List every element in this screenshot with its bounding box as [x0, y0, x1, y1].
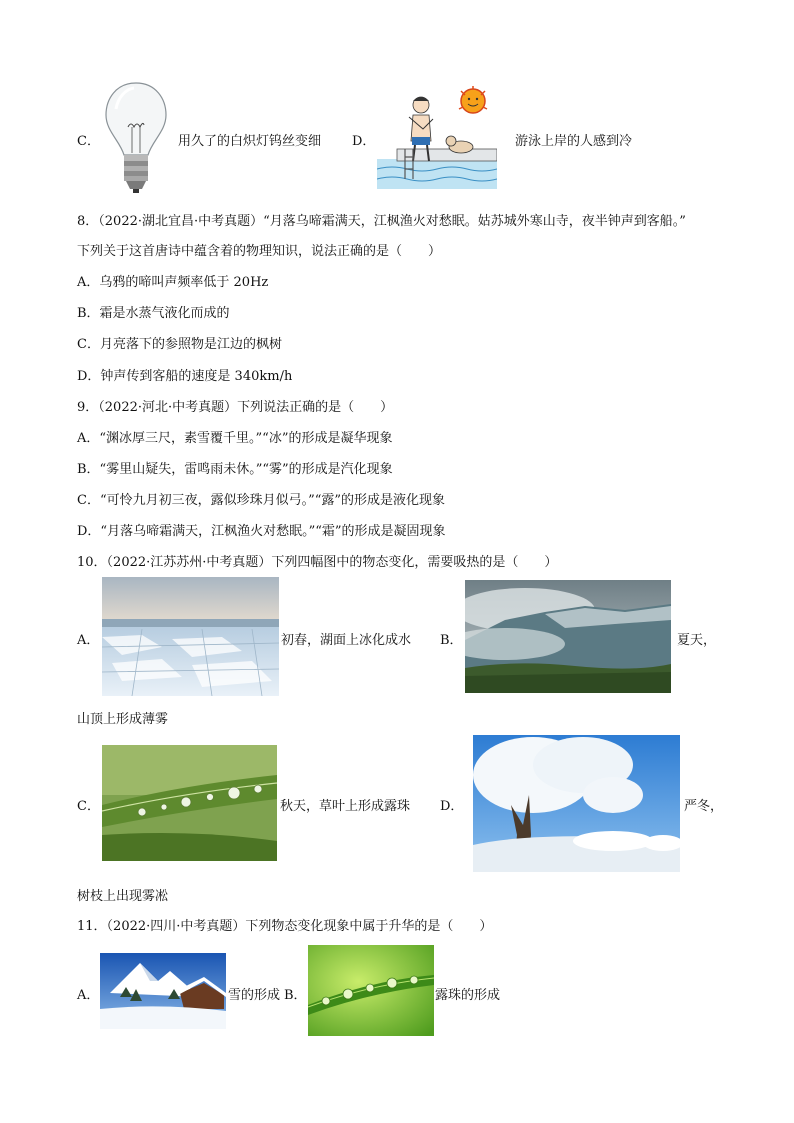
q7-option-d-letter: D． — [352, 134, 376, 149]
q10-option-d-continued: 树枝上出现雾凇 — [77, 889, 169, 904]
ice-lake-image — [102, 577, 279, 696]
q7-option-d-text: 游泳上岸的人感到冷 — [515, 134, 633, 149]
q11-stem: 11．（2022·四川·中考真题）下列物态变化现象中属于升华的是（ ） — [77, 919, 493, 934]
q7-option-c-text: 用久了的白炽灯钨丝变细 — [178, 134, 322, 149]
q10-option-b-continued: 山顶上形成薄雾 — [77, 712, 169, 727]
dew-drop-image — [308, 945, 434, 1036]
q10-stem: 10．（2022·江苏苏州·中考真题）下列四幅图中的物态变化，需要吸热的是（ ） — [77, 555, 558, 570]
q10-option-d-text: 严冬， — [684, 799, 724, 814]
q11-option-b-letter: B． — [284, 988, 307, 1003]
q11-option-a-letter: A． — [77, 988, 100, 1003]
swimmer-image — [377, 85, 497, 189]
q9-stem: 9．（2022·河北·中考真题）下列说法正确的是（ ） — [77, 400, 394, 415]
q8-stem-line2: 下列关于这首唐诗中蕴含着的物理知识，说法正确的是（ ） — [77, 244, 442, 259]
q7-option-c-letter: C． — [77, 134, 100, 149]
q10-option-a-letter: A． — [77, 633, 100, 648]
rime-tree-image — [473, 735, 680, 872]
q10-option-c-letter: C． — [77, 799, 100, 814]
light-bulb-image — [102, 79, 170, 196]
q10-option-b-letter: B． — [440, 633, 463, 648]
q10-option-c-text: 秋天，草叶上形成露珠 — [280, 799, 411, 814]
q9-option-c: C．“可怜九月初三夜，露似珍珠月似弓。”“露”的形成是液化现象 — [77, 493, 446, 508]
q8-option-a: A．乌鸦的啼叫声频率低于 20Hz — [77, 275, 269, 290]
q8-stem-line1: 8．（2022·湖北宜昌·中考真题）“月落乌啼霜满天，江枫渔火对愁眠。姑苏城外寒山寺，夜半钟声到客船。” — [77, 214, 686, 229]
q11-option-a-text: 雪的形成 — [228, 988, 281, 1003]
q8-option-c: C．月亮落下的参照物是江边的枫树 — [77, 337, 282, 352]
q10-option-a-text: 初春，湖面上冰化成水 — [281, 633, 412, 648]
q9-option-b: B．“雾里山疑失，雷鸣雨未休。”“雾”的形成是汽化现象 — [77, 462, 393, 477]
q11-option-b-text: 露珠的形成 — [435, 988, 501, 1003]
mountain-fog-image — [465, 580, 671, 693]
q9-option-d: D．“月落乌啼霜满天，江枫渔火对愁眠。”“霜”的形成是凝固现象 — [77, 524, 446, 539]
q10-option-d-letter: D． — [440, 799, 464, 814]
q8-option-b: B．霜是水蒸气液化而成的 — [77, 306, 230, 321]
dew-grass-image — [102, 745, 277, 861]
snow-cabin-image — [100, 953, 226, 1029]
q10-option-b-text: 夏天， — [677, 633, 717, 648]
q9-option-a: A．“渊冰厚三尺，素雪覆千里。”“冰”的形成是凝华现象 — [77, 431, 393, 446]
q8-option-d: D．钟声传到客船的速度是 340km/h — [77, 369, 293, 384]
